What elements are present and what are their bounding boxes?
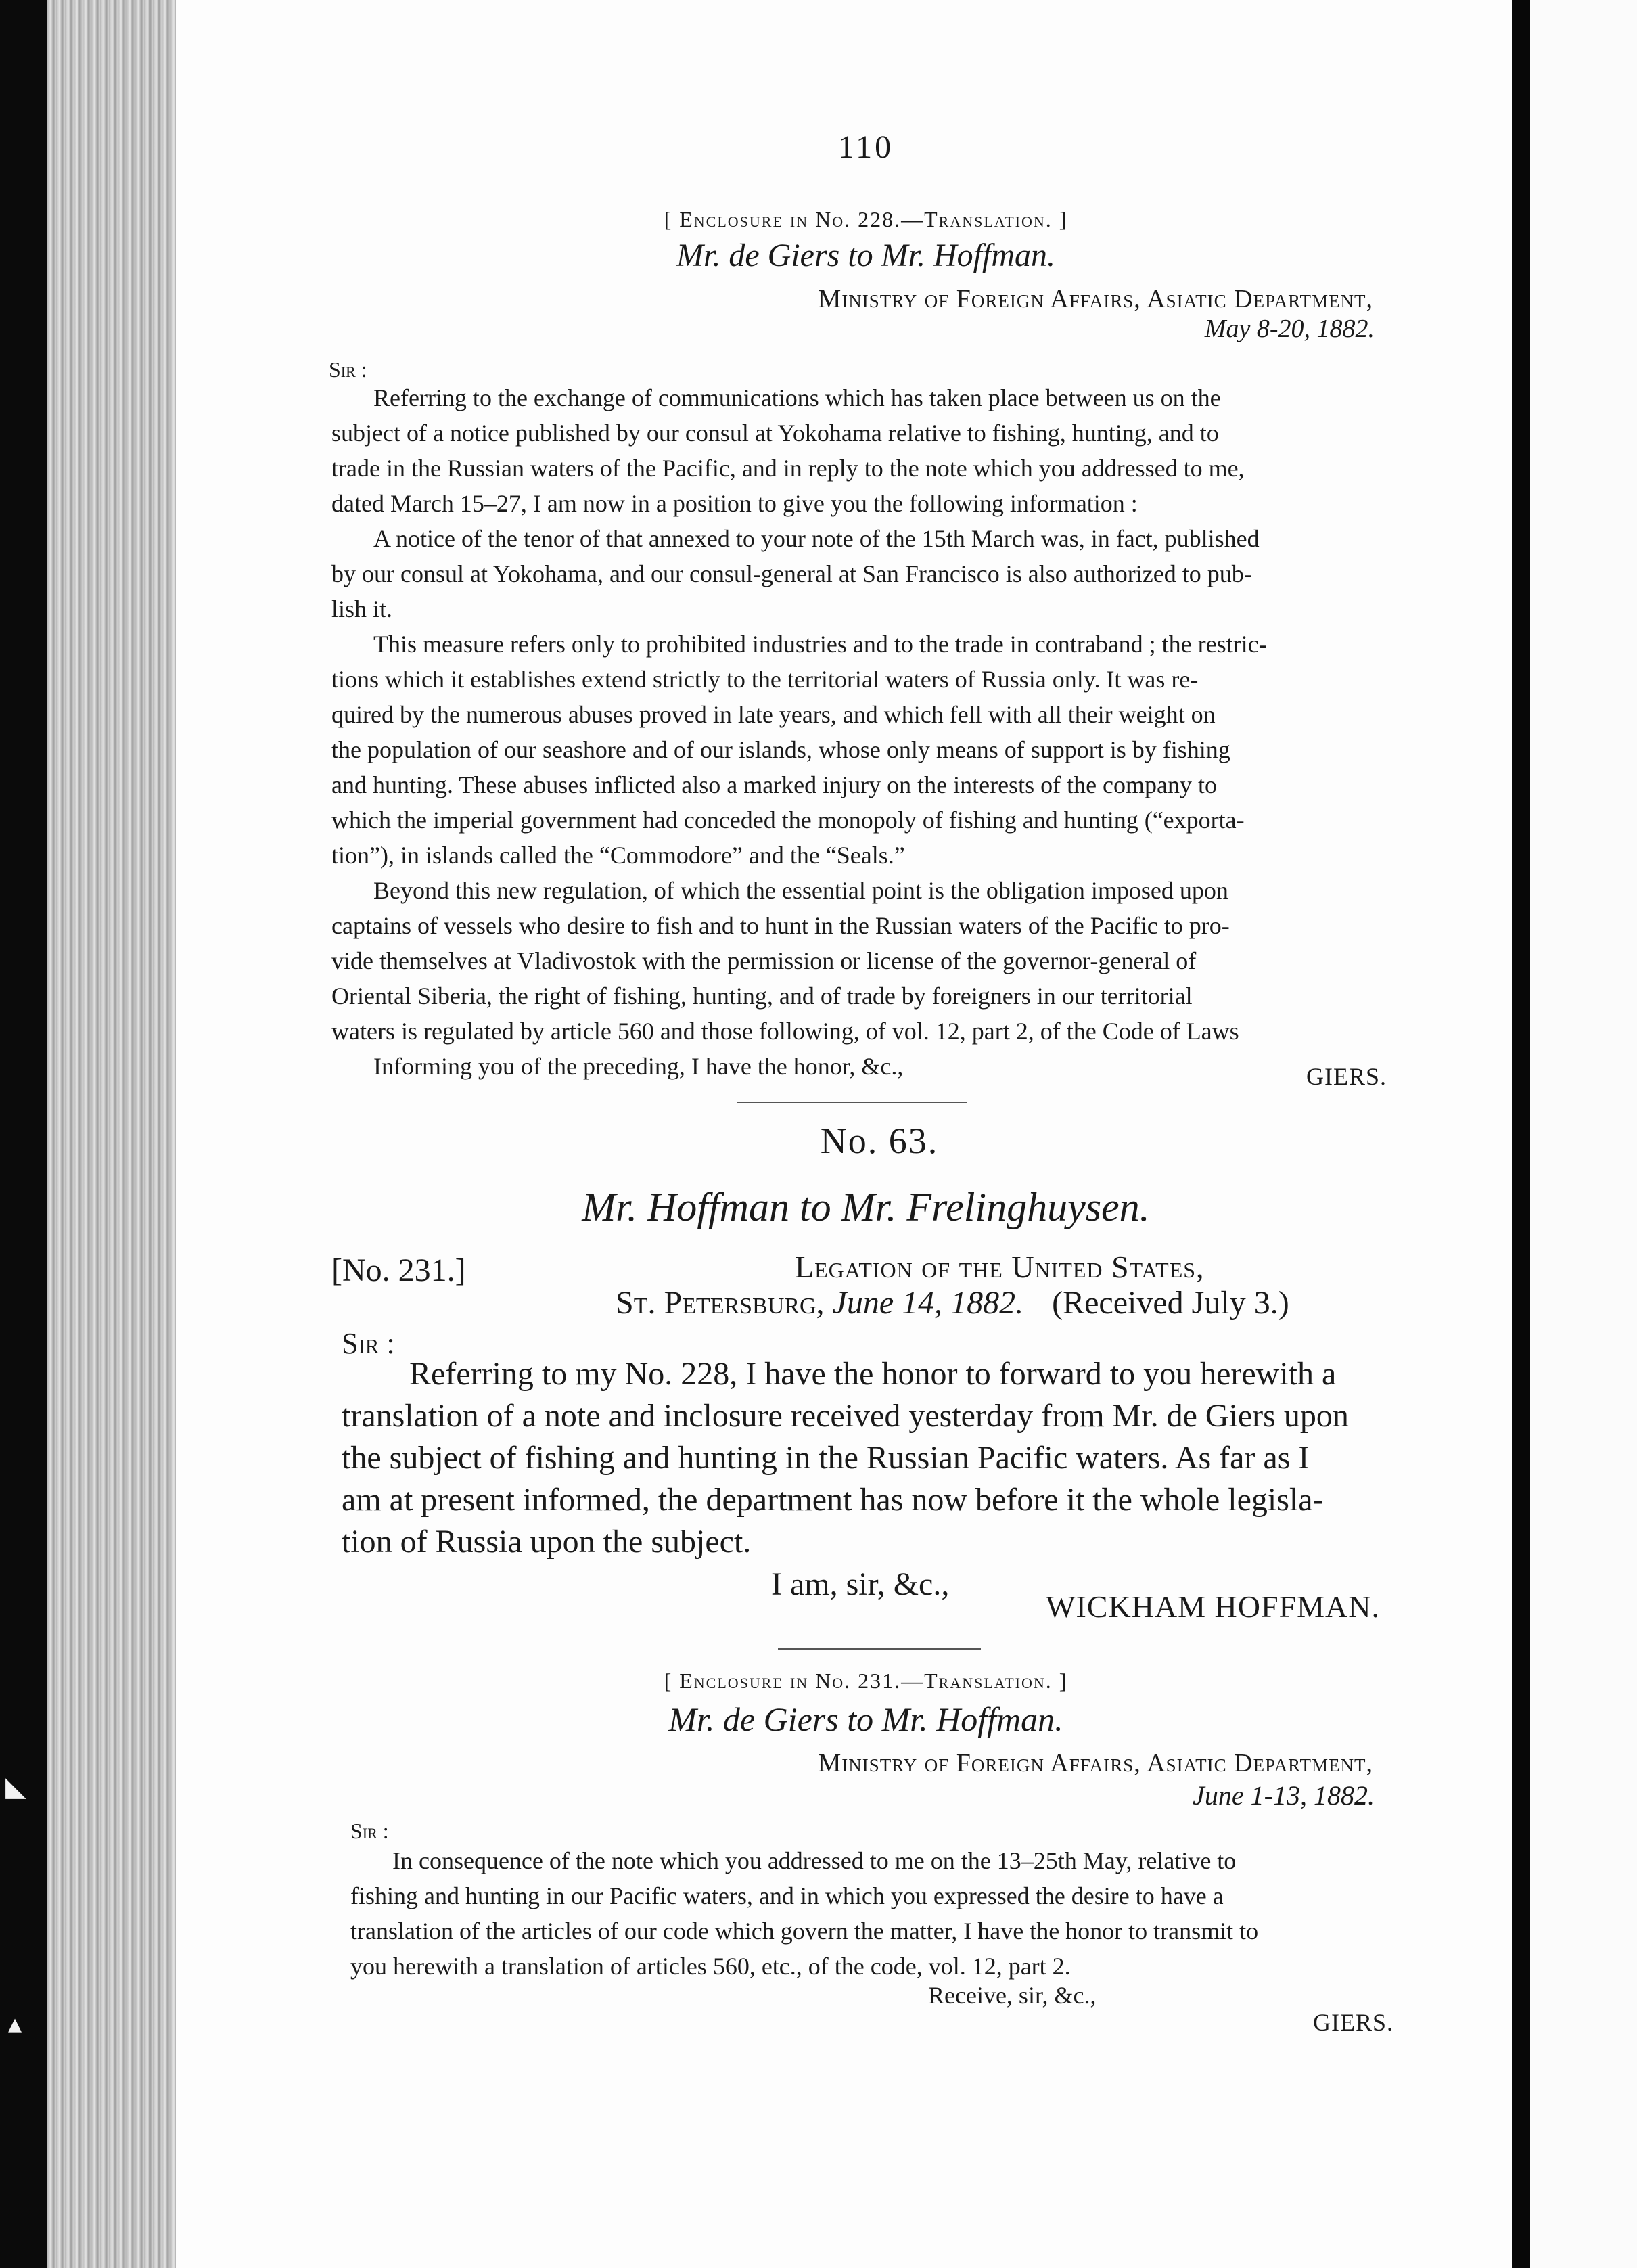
legation-line: Legation of the United States, xyxy=(795,1250,1205,1284)
body-line: tion of Russia upon the subject. xyxy=(342,1524,752,1560)
letter-body xyxy=(350,1843,1258,1984)
body-line: Referring to my No. 228, I have the honor to forward to you herewith a xyxy=(409,1356,1337,1392)
body-line: Referring to the exchange of communications which has taken place between us on the xyxy=(373,384,1221,411)
dispatch-body xyxy=(342,1353,1349,1563)
body-line: the subject of fishing and hunting in the Russian Pacific waters. As far as I xyxy=(342,1440,1310,1476)
body-line: Beyond this new regulation, of which the essential point is the obligation imposed upon xyxy=(373,877,1228,904)
scan-arrow-icon: ▴ xyxy=(8,2008,22,2039)
letter-date: June 1-13, 1882. xyxy=(1193,1780,1375,1811)
body-line: captains of vessels who desire to fish and to hunt in the Russian waters of the Pacific to pro- xyxy=(331,912,1230,939)
letter-title: Mr. de Giers to Mr. Hoffman. xyxy=(668,1700,1063,1738)
dispatch-reference: [No. 231.] xyxy=(331,1252,466,1288)
scan-border-left xyxy=(0,0,47,2268)
letter-place: Ministry of Foreign Affairs, Asiatic Department, xyxy=(818,1749,1373,1777)
body-line: subject of a notice published by our consul at Yokohama relative to fishing, hunting, and to xyxy=(331,419,1219,447)
enclosure-header: [ Enclosure in No. 231.—Translation. ] xyxy=(664,1669,1068,1693)
document-number: No. 63. xyxy=(820,1120,939,1161)
signature: GIERS. xyxy=(1312,2009,1393,2036)
page-number: 110 xyxy=(837,129,894,165)
signature: WICKHAM HOFFMAN. xyxy=(1046,1589,1380,1624)
page-stack-edge xyxy=(47,0,176,2268)
body-line: quired by the numerous abuses proved in late years, and which fell with all their weight on xyxy=(331,701,1216,728)
body-line: lish it. xyxy=(331,595,393,622)
enclosure-header: [ Enclosure in No. 228.—Translation. ] xyxy=(664,207,1068,231)
received-date: (Received July 3.) xyxy=(1052,1285,1289,1321)
body-line: am at present informed, the department has now before it the whole legisla- xyxy=(342,1482,1324,1518)
body-line: waters is regulated by article 560 and those following, of vol. 12, part 2, of the Code of Laws xyxy=(331,1018,1239,1045)
place-date-line xyxy=(616,1284,1289,1321)
body-line: translation of the articles of our code which govern the matter, I have the honor to transmit to xyxy=(350,1918,1259,1945)
signature: GIERS. xyxy=(1306,1063,1387,1090)
body-line: trade in the Russian waters of the Pacific, and in reply to the note which you addressed to me, xyxy=(331,455,1245,482)
section-divider xyxy=(778,1648,981,1650)
closing: Receive, sir, &c., xyxy=(928,1982,1097,2009)
salutation: Sir : xyxy=(350,1819,389,1843)
body-line: fishing and hunting in our Pacific waters, and in which you expressed the desire to have a xyxy=(350,1882,1224,1909)
body-line: by our consul at Yokohama, and our consul-general at San Francisco is also authorized to pub- xyxy=(331,560,1252,587)
scan-mark-icon: ◣ xyxy=(5,1771,26,1802)
body-line: Oriental Siberia, the right of fishing, hunting, and of trade by foreigners in our territorial xyxy=(331,982,1193,1010)
body-line: and hunting. These abuses inflicted also a marked injury on the interests of the company to xyxy=(331,771,1218,798)
body-line: dated March 15–27, I am now in a position to give you the following information : xyxy=(331,490,1138,517)
salutation: Sir : xyxy=(329,357,367,382)
dispatch-date: June 14, 1882. xyxy=(832,1285,1024,1321)
dispatch-title: Mr. Hoffman to Mr. Frelinghuysen. xyxy=(582,1185,1150,1229)
body-line: vide themselves at Vladivostok with the permission or license of the governor-general of xyxy=(331,947,1197,974)
section-divider xyxy=(737,1102,967,1103)
dispatch-place: St. Petersburg, xyxy=(616,1285,825,1321)
body-line: This measure refers only to prohibited industries and to the trade in contraband ; the restric- xyxy=(373,631,1267,658)
letter-place: Ministry of Foreign Affairs, Asiatic Department, xyxy=(818,285,1373,313)
body-line: which the imperial government had conceded the monopoly of fishing and hunting (“exporta- xyxy=(331,807,1245,834)
body-line: In consequence of the note which you addressed to me on the 13–25th May, relative to xyxy=(392,1847,1237,1874)
letter-title: Mr. de Giers to Mr. Hoffman. xyxy=(676,237,1055,273)
letter-date-wrap xyxy=(1015,1779,1375,1811)
body-line: the population of our seashore and of our islands, whose only means of support is by fishing xyxy=(331,736,1230,763)
body-line: translation of a note and inclosure received yesterday from Mr. de Giers upon xyxy=(342,1398,1349,1434)
letter-body xyxy=(331,380,1267,1084)
body-line: A notice of the tenor of that annexed to your note of the 15th March was, in fact, published xyxy=(373,525,1260,552)
body-line: Informing you of the preceding, I have the honor, &c., xyxy=(373,1053,904,1080)
closing: I am, sir, &c., xyxy=(771,1566,950,1602)
letter-date: May 8-20, 1882. xyxy=(1204,315,1375,343)
body-line: you herewith a translation of articles 560, etc., of the code, vol. 12, part 2. xyxy=(350,1953,1071,1980)
facing-page-strip xyxy=(1530,0,1637,2268)
salutation: Sir : xyxy=(342,1327,395,1360)
body-line: tion”), in islands called the “Commodore” and the “Seals.” xyxy=(331,842,905,869)
body-line: tions which it establishes extend strictly to the territorial waters of Russia only. It was re- xyxy=(331,666,1199,693)
